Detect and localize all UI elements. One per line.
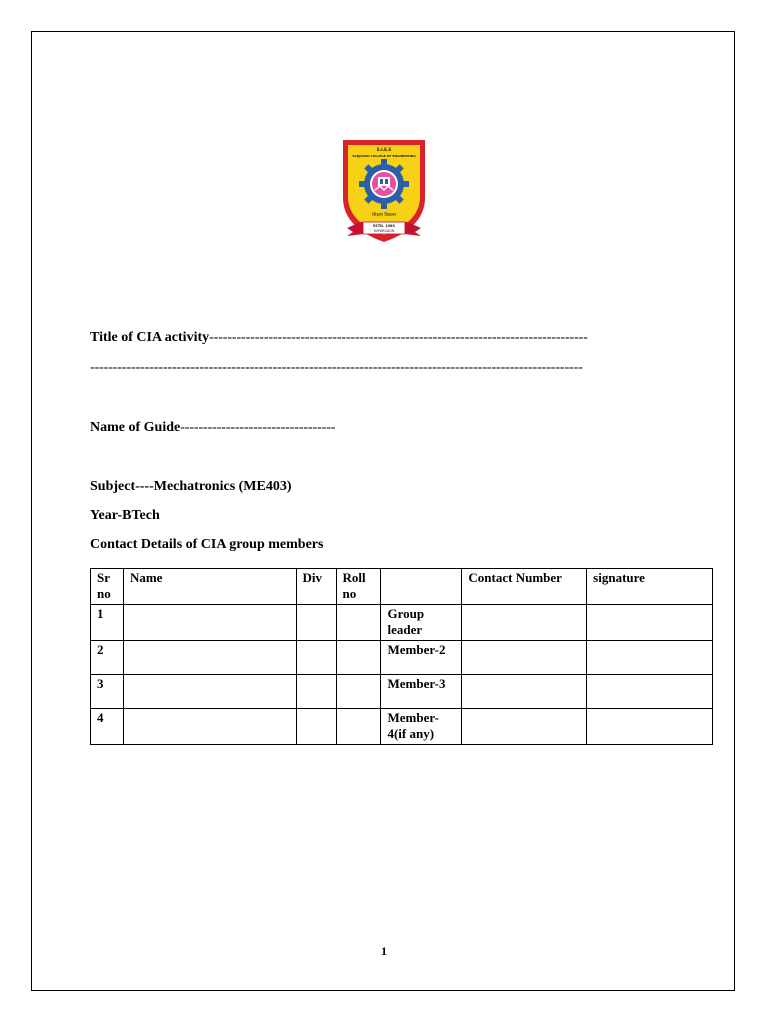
title-fill-line[interactable]: ----------------------------------------------------------------------------------- (209, 330, 588, 345)
table-row (91, 605, 713, 641)
contact-cell[interactable] (462, 605, 587, 641)
role-cell: Member-4(if any) (381, 709, 462, 745)
header-role (381, 569, 462, 605)
college-logo (337, 136, 431, 248)
guide-row (90, 420, 335, 436)
guide-fill-line[interactable]: ---------------------------------- (180, 420, 336, 435)
div-cell[interactable] (296, 709, 336, 745)
table-row (91, 641, 713, 675)
sr-cell: 3 (91, 675, 124, 709)
subject-line: Subject----Mechatronics (ME403) (90, 479, 292, 494)
header-roll-no: Roll no (336, 569, 381, 605)
contact-heading: Contact Details of CIA group members (90, 537, 324, 552)
contact-cell[interactable] (462, 675, 587, 709)
page-number: 1 (381, 944, 387, 958)
contact-cell[interactable] (462, 641, 587, 675)
sr-cell: 2 (91, 641, 124, 675)
name-cell[interactable] (123, 675, 296, 709)
svg-text:S.I.E.S: S.I.E.S (376, 147, 392, 152)
div-cell[interactable] (296, 605, 336, 641)
header-sr-no: Sr no (91, 569, 124, 605)
signature-cell[interactable] (587, 641, 713, 675)
contact-cell[interactable] (462, 709, 587, 745)
div-cell[interactable] (296, 675, 336, 709)
div-cell[interactable] (296, 641, 336, 675)
table-header-row (91, 569, 713, 605)
table-row (91, 675, 713, 709)
year-line: Year-BTech (90, 508, 160, 523)
signature-cell[interactable] (587, 605, 713, 641)
svg-text:KOPARGAON: KOPARGAON (373, 229, 395, 233)
svg-text:शिक्षण विकास: शिक्षण विकास (372, 213, 396, 218)
sr-cell: 4 (91, 709, 124, 745)
roll-cell[interactable] (336, 675, 381, 709)
guide-label: Name of Guide (90, 420, 181, 435)
roll-cell[interactable] (336, 641, 381, 675)
role-cell: Member-2 (381, 641, 462, 675)
title-second-line (90, 360, 583, 376)
header-name: Name (123, 569, 296, 605)
name-cell[interactable] (123, 605, 296, 641)
signature-cell[interactable] (587, 709, 713, 745)
header-signature: signature (587, 569, 713, 605)
title-label: Title of CIA activity (90, 330, 210, 345)
members-table (90, 568, 713, 745)
signature-cell[interactable] (587, 675, 713, 709)
sr-cell: 1 (91, 605, 124, 641)
role-cell: Member-3 (381, 675, 462, 709)
svg-text:SANJIVANI COLLEGE OF ENGINEERI: SANJIVANI COLLEGE OF ENGINEERING (352, 154, 416, 158)
svg-text:ESTD. 1983: ESTD. 1983 (373, 224, 395, 228)
header-div: Div (296, 569, 336, 605)
role-cell: Group leader (381, 605, 462, 641)
header-contact-number: Contact Number (462, 569, 587, 605)
name-cell[interactable] (123, 641, 296, 675)
table-row (91, 709, 713, 745)
name-cell[interactable] (123, 709, 296, 745)
roll-cell[interactable] (336, 709, 381, 745)
roll-cell[interactable] (336, 605, 381, 641)
title-fill-line-2[interactable]: ------------------------------------------------------------------------------------------------------------ (90, 360, 583, 375)
title-of-cia-row (90, 330, 588, 346)
